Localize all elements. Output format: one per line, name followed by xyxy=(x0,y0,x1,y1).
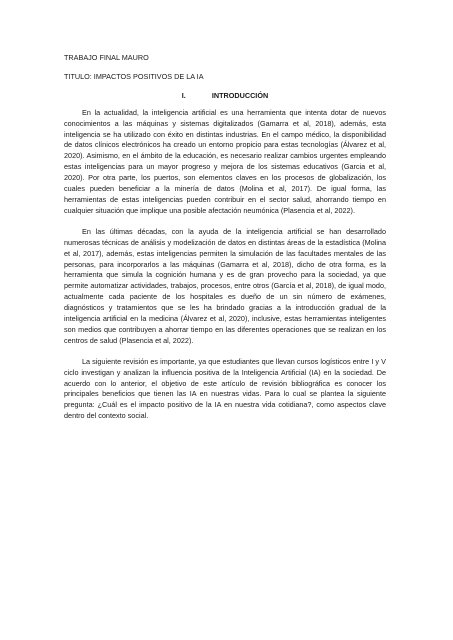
document-body xyxy=(64,53,386,432)
section-title: INTRODUCCIÓN xyxy=(211,90,269,100)
document-header: TRABAJO FINAL MAURO xyxy=(64,53,149,62)
paragraph-2: En las últimas décadas, con la ayuda de la inteligencia artificial se han desarrollado numerosas técnicas de análisis y modelización de datos en distintas áreas de la estadística (Molina et al, 2017), además, estas inteligencias permiten la simulación de las facultades mentales de las personas, para incorporarlos a las máquinas (Gamarra et al, 2018), dicho de otra forma, es la herramienta que simula la cognición humana y es de gran provecho para la sociedad, ya que permite automatizar actividades, trabajos, procesos, entre otros (García et al, 2018), de igual modo, actualmente cada paciente de los hospitales es dueño de un sin número de exámenes, diagnósticos y tratamientos que se les ha brindado gracias a la introducción gradual de la inteligencia artificial en la medicina (Álvarez et al, 2020), inclusive, estas herramientas inteligentes son medios que contribuyen a ahorrar tiempo en las diferentes operaciones que se realizan en los centros de salud (Plasencia et al, 2022). xyxy=(64,226,386,345)
section-number: I. xyxy=(181,90,186,100)
section-heading xyxy=(64,91,386,102)
paragraph-3: La siguiente revisión es importante, ya que estudiantes que llevan cursos logísticos entre I y V ciclo investigan y analizan la influencia positiva de la Inteligencia Artificial (IA) en la sociedad. De acuerdo con lo anterior, el objetivo de este artículo de revisión bibliográfica es conocer los principales beneficios que tienen las IA en nuestras vidas. Para lo cual se plantea la siguiente pregunta: ¿Cuál es el impacto positivo de la IA en nuestra vida cotidiana?, como aspectos clave dentro del contexto social. xyxy=(64,356,386,421)
paragraph-1: En la actualidad, la inteligencia artificial es una herramienta que intenta dotar de nuevos conocimientos a las máquinas y sistemas digitalizados (Gamarra et al, 2018), además, esta inteligencia se ha utilizado con éxito en distintas industrias. En el campo médico, la disponibilidad de datos clínicos electrónicos ha creado un entorno propicio para estas tecnologías (Álvarez et al, 2020). Asimismo, en el ámbito de la educación, es necesario realizar cambios urgentes empleando estas inteligencias para un mayor progreso y mejora de los sistemas educativos (Garcia et al, 2020). Por otra parte, los puertos, son elementos claves en los procesos de globalización, los cuales pueden beneficiar a la minería de datos (Molina et al, 2017). De igual forma, las herramientas de estas inteligencias pueden contribuir en el sector salud, ahorrando tiempo en cualquier situación que implique una posible afectación neumónica (Plasencia et al, 2022). xyxy=(64,107,386,215)
document-subtitle: TITULO: IMPACTOS POSITIVOS DE LA IA xyxy=(64,71,204,81)
